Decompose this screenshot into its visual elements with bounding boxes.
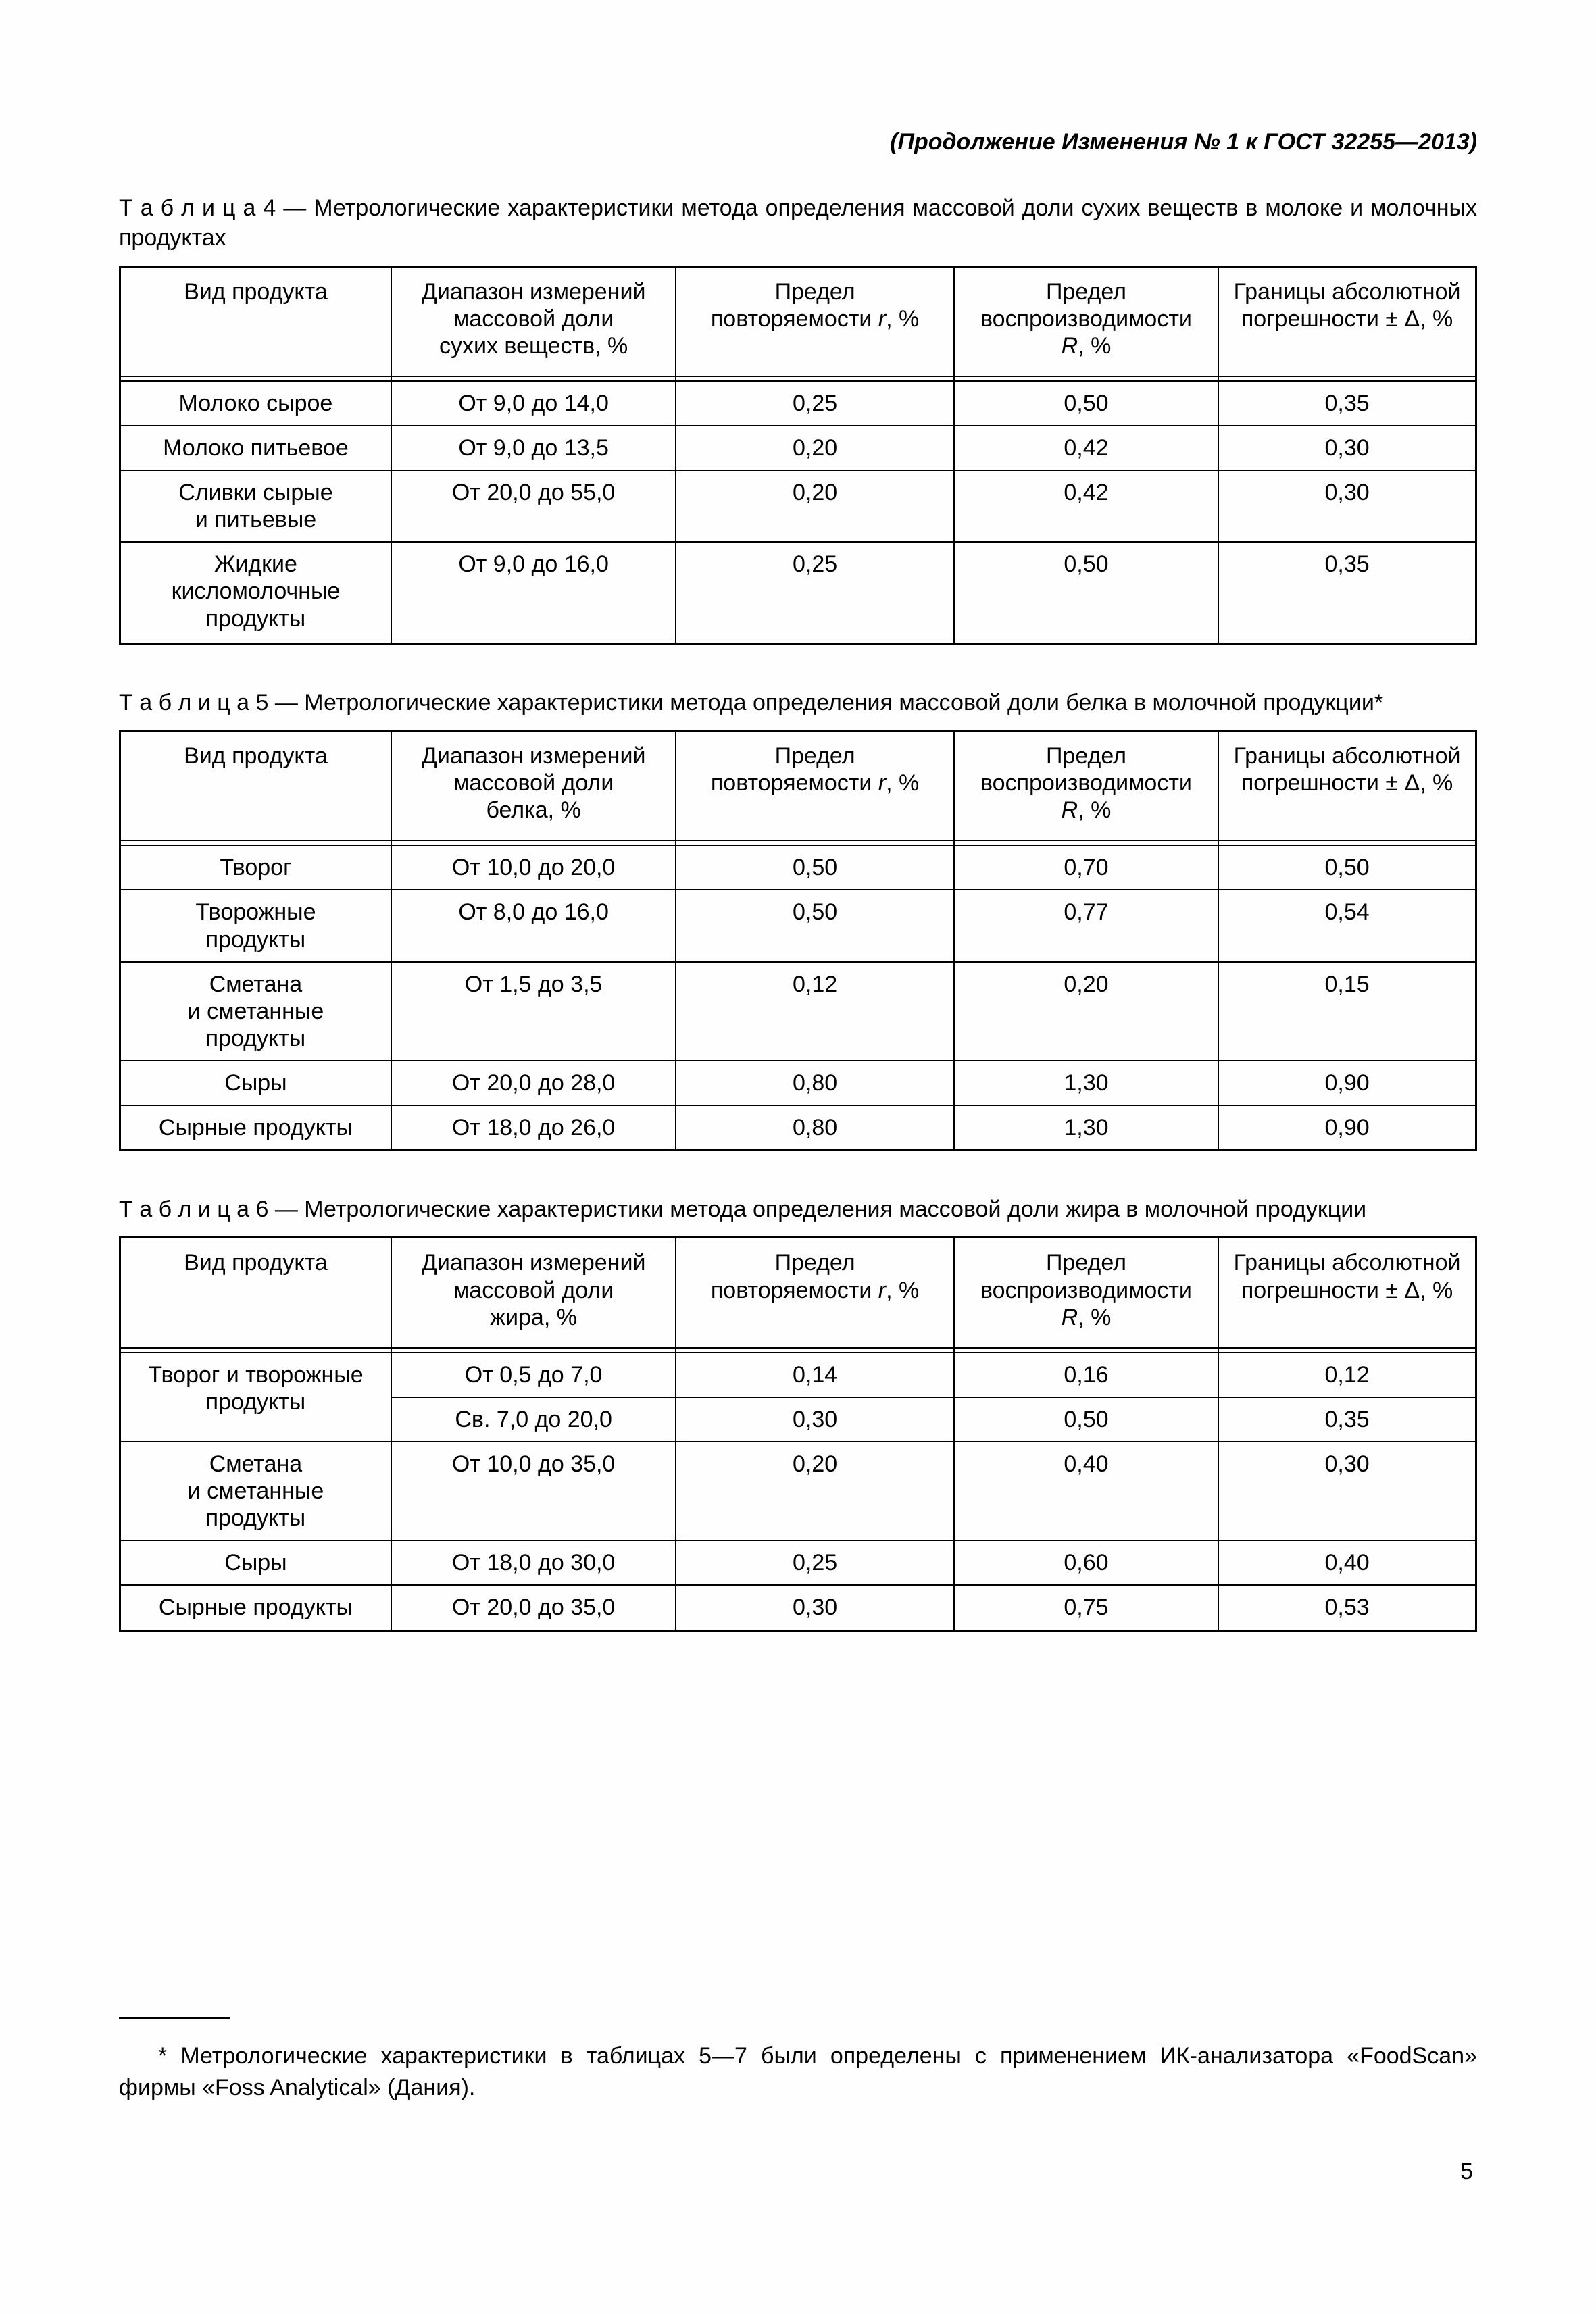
table-cell: 0,20 bbox=[676, 426, 953, 470]
table-header-row bbox=[120, 731, 1476, 841]
page-number: 5 bbox=[1460, 2159, 1473, 2184]
footnote-rule bbox=[119, 2017, 230, 2019]
table-cell: 0,14 bbox=[676, 1353, 953, 1397]
table-cell: 0,12 bbox=[1218, 1353, 1476, 1397]
table4-caption-label: Т а б л и ц а 4 bbox=[119, 195, 276, 222]
table-cell: Св. 7,0 до 20,0 bbox=[391, 1397, 676, 1442]
table-6 bbox=[119, 1236, 1477, 1631]
table5-caption bbox=[119, 688, 1477, 718]
table-cell: 0,40 bbox=[1218, 1540, 1476, 1585]
table-row bbox=[120, 381, 1476, 426]
table-cell: 0,77 bbox=[954, 890, 1218, 961]
header-separator-cell bbox=[391, 840, 676, 845]
table-cell: 0,54 bbox=[1218, 890, 1476, 961]
footnote bbox=[119, 2017, 1477, 2104]
header-separator-cell bbox=[1218, 840, 1476, 845]
header-separator-cell bbox=[676, 1348, 953, 1353]
table-cell: 0,12 bbox=[676, 962, 953, 1061]
table-cell: 0,50 bbox=[954, 381, 1218, 426]
table-cell: От 0,5 до 7,0 bbox=[391, 1353, 676, 1397]
table-cell: От 9,0 до 13,5 bbox=[391, 426, 676, 470]
table-cell: Жидкие кисломолочные продукты bbox=[120, 542, 391, 643]
header-note: (Продолжение Изменения № 1 к ГОСТ 32255—2013) bbox=[890, 129, 1477, 155]
table-cell: 0,50 bbox=[954, 542, 1218, 643]
table-cell: 0,50 bbox=[954, 1397, 1218, 1442]
table-cell: 0,50 bbox=[1218, 845, 1476, 890]
table-cell: 0,25 bbox=[676, 1540, 953, 1585]
table-cell: Молоко сырое bbox=[120, 381, 391, 426]
column-header: Диапазон измерений массовой доли сухих веществ, % bbox=[391, 266, 676, 376]
table-cell: 0,30 bbox=[676, 1397, 953, 1442]
header-separator-row bbox=[120, 1348, 1476, 1353]
column-header: Вид продукта bbox=[120, 266, 391, 376]
table-cell: Сыры bbox=[120, 1061, 391, 1105]
column-header: Вид продукта bbox=[120, 1238, 391, 1348]
header-separator-cell bbox=[1218, 376, 1476, 381]
table-cell: От 20,0 до 28,0 bbox=[391, 1061, 676, 1105]
table-cell: Сметана и сметанные продукты bbox=[120, 962, 391, 1061]
table-row bbox=[120, 890, 1476, 961]
table-cell: 0,40 bbox=[954, 1442, 1218, 1540]
table-cell: 0,60 bbox=[954, 1540, 1218, 1585]
table-cell: От 9,0 до 16,0 bbox=[391, 542, 676, 643]
table-row bbox=[120, 1105, 1476, 1151]
table-cell: 0,90 bbox=[1218, 1061, 1476, 1105]
header-separator-cell bbox=[120, 376, 391, 381]
table-cell: От 20,0 до 35,0 bbox=[391, 1585, 676, 1630]
table-row bbox=[120, 542, 1476, 643]
table-cell: От 18,0 до 30,0 bbox=[391, 1540, 676, 1585]
table-row bbox=[120, 1061, 1476, 1105]
table-cell: 0,30 bbox=[1218, 470, 1476, 542]
column-header: Предел воспроизводимости R, % bbox=[954, 1238, 1218, 1348]
table-cell: Творожные продукты bbox=[120, 890, 391, 961]
table-cell: От 8,0 до 16,0 bbox=[391, 890, 676, 961]
table-row bbox=[120, 962, 1476, 1061]
table-cell: 1,30 bbox=[954, 1061, 1218, 1105]
column-header: Диапазон измерений массовой доли жира, % bbox=[391, 1238, 676, 1348]
header-separator-cell bbox=[391, 1348, 676, 1353]
table5-caption-label: Т а б л и ц а 5 bbox=[119, 689, 269, 715]
table-cell: 0,50 bbox=[676, 845, 953, 890]
table-cell: 0,80 bbox=[676, 1105, 953, 1151]
table-cell: 0,16 bbox=[954, 1353, 1218, 1397]
table-cell: 0,30 bbox=[1218, 1442, 1476, 1540]
table-cell: 0,42 bbox=[954, 426, 1218, 470]
table-row bbox=[120, 470, 1476, 542]
header-separator-cell bbox=[1218, 1348, 1476, 1353]
table-cell: 0,20 bbox=[676, 470, 953, 542]
column-header: Границы абсолютной погрешности ± Δ, % bbox=[1218, 1238, 1476, 1348]
table6-caption-text: — Метрологические характеристики метода определения массовой доли жира в молочной продукции bbox=[274, 1197, 1367, 1223]
table-cell: От 1,5 до 3,5 bbox=[391, 962, 676, 1061]
table-row bbox=[120, 1353, 1476, 1397]
table-cell: Творог и творожные продукты bbox=[120, 1353, 391, 1442]
table-cell: От 10,0 до 35,0 bbox=[391, 1442, 676, 1540]
table-cell: 0,15 bbox=[1218, 962, 1476, 1061]
table-5 bbox=[119, 730, 1477, 1151]
table-row bbox=[120, 1442, 1476, 1540]
column-header: Предел повторяемости r, % bbox=[676, 266, 953, 376]
table-row bbox=[120, 845, 1476, 890]
table-cell: Сырные продукты bbox=[120, 1585, 391, 1630]
table-cell: Сметана и сметанные продукты bbox=[120, 1442, 391, 1540]
column-header: Предел повторяемости r, % bbox=[676, 1238, 953, 1348]
table-cell: 0,35 bbox=[1218, 1397, 1476, 1442]
table-cell: Сырные продукты bbox=[120, 1105, 391, 1151]
table-cell: 0,90 bbox=[1218, 1105, 1476, 1151]
header-separator-cell bbox=[954, 1348, 1218, 1353]
table-cell: 0,70 bbox=[954, 845, 1218, 890]
table-header-row bbox=[120, 1238, 1476, 1348]
table-row bbox=[120, 426, 1476, 470]
column-header: Границы абсолютной погрешности ± Δ, % bbox=[1218, 266, 1476, 376]
table-cell: От 10,0 до 20,0 bbox=[391, 845, 676, 890]
header-separator-row bbox=[120, 376, 1476, 381]
header-separator-cell bbox=[120, 840, 391, 845]
table4-caption-text: — Метрологические характеристики метода определения массовой доли сухих веществ в молоке и молочных продуктах bbox=[119, 195, 1477, 251]
table-cell: 0,35 bbox=[1218, 381, 1476, 426]
table-header-row bbox=[120, 266, 1476, 376]
footnote-text: * Метрологические характеристики в таблицах 5—7 были определены с применением ИК-анализатора «FoodScan» фирмы «Foss Analytical» (Дания). bbox=[119, 2043, 1477, 2101]
header-separator-cell bbox=[954, 840, 1218, 845]
column-header: Предел воспроизводимости R, % bbox=[954, 266, 1218, 376]
table-cell: 0,53 bbox=[1218, 1585, 1476, 1630]
header-separator-cell bbox=[676, 376, 953, 381]
table-cell: 0,35 bbox=[1218, 542, 1476, 643]
table-cell: 0,20 bbox=[676, 1442, 953, 1540]
table-cell: 0,30 bbox=[676, 1585, 953, 1630]
table6-caption-label: Т а б л и ц а 6 bbox=[119, 1197, 269, 1223]
table-cell: 0,20 bbox=[954, 962, 1218, 1061]
header-separator-cell bbox=[676, 840, 953, 845]
table6-caption bbox=[119, 1194, 1477, 1224]
column-header: Вид продукта bbox=[120, 731, 391, 841]
table-cell: Творог bbox=[120, 845, 391, 890]
table5-caption-text: — Метрологические характеристики метода определения массовой доли белка в молочной продукции* bbox=[274, 689, 1384, 715]
table-cell: От 9,0 до 14,0 bbox=[391, 381, 676, 426]
table-cell: Сыры bbox=[120, 1540, 391, 1585]
column-header: Диапазон измерений массовой доли белка, % bbox=[391, 731, 676, 841]
table-cell: 0,25 bbox=[676, 542, 953, 643]
table4-caption bbox=[119, 193, 1477, 253]
column-header: Предел повторяемости r, % bbox=[676, 731, 953, 841]
header-separator-cell bbox=[954, 376, 1218, 381]
table-row bbox=[120, 1540, 1476, 1585]
table-cell: Сливки сырые и питьевые bbox=[120, 470, 391, 542]
header-separator-cell bbox=[391, 376, 676, 381]
table-cell: От 20,0 до 55,0 bbox=[391, 470, 676, 542]
header-separator-row bbox=[120, 840, 1476, 845]
table-cell: 0,75 bbox=[954, 1585, 1218, 1630]
table-cell: 1,30 bbox=[954, 1105, 1218, 1151]
header-separator-cell bbox=[120, 1348, 391, 1353]
column-header: Границы абсолютной погрешности ± Δ, % bbox=[1218, 731, 1476, 841]
table-cell: 0,30 bbox=[1218, 426, 1476, 470]
column-header: Предел воспроизводимости R, % bbox=[954, 731, 1218, 841]
table-4 bbox=[119, 266, 1477, 645]
table-cell: 0,80 bbox=[676, 1061, 953, 1105]
table-cell: От 18,0 до 26,0 bbox=[391, 1105, 676, 1151]
table-cell: 0,42 bbox=[954, 470, 1218, 542]
table-cell: 0,50 bbox=[676, 890, 953, 961]
table-row bbox=[120, 1585, 1476, 1630]
table-cell: 0,25 bbox=[676, 381, 953, 426]
table-cell: Молоко питьевое bbox=[120, 426, 391, 470]
